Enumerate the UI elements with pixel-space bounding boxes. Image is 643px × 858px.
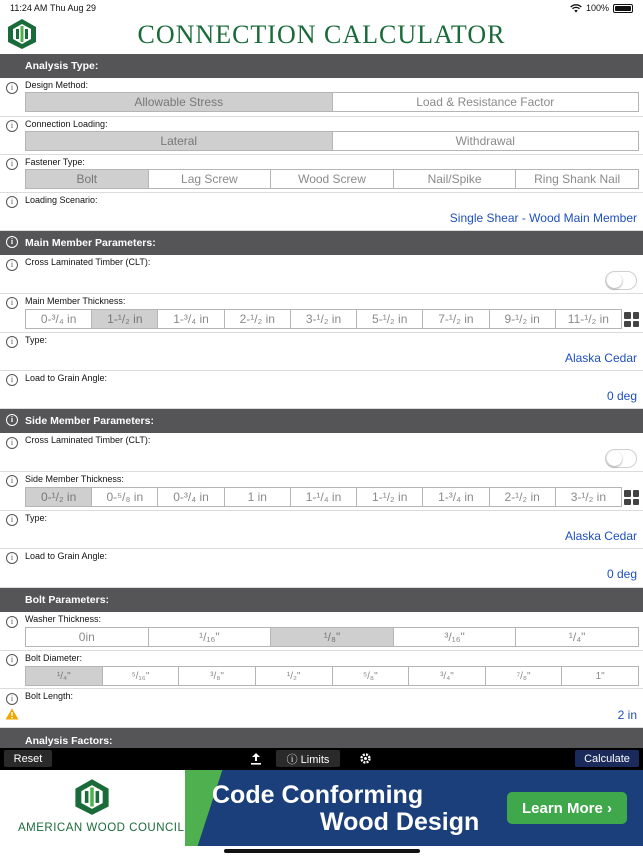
- segment-allowable-stress[interactable]: Allowable Stress: [26, 93, 333, 111]
- segment-ring-shank-nail[interactable]: Ring Shank Nail: [534, 172, 621, 186]
- segment-thickness[interactable]: 11-¹/₂ in: [567, 312, 609, 326]
- info-icon[interactable]: i: [6, 414, 18, 426]
- battery-percent: 100%: [585, 3, 609, 13]
- reset-button[interactable]: Reset: [4, 750, 52, 767]
- section-title: Side Member Parameters:: [25, 415, 154, 427]
- section-title: Bolt Parameters:: [25, 594, 110, 606]
- info-icon[interactable]: i: [6, 514, 18, 526]
- awc-banner[interactable]: [0, 770, 643, 846]
- row-bolt-length[interactable]: [0, 689, 643, 728]
- battery-icon: [613, 4, 633, 13]
- segment-thickness[interactable]: 1 in: [225, 488, 291, 506]
- segment-washer[interactable]: 0in: [26, 628, 149, 646]
- row-label: Cross Laminated Timber (CLT):: [25, 435, 151, 445]
- home-indicator[interactable]: [224, 849, 420, 853]
- banner-headline-1: Code Conforming: [212, 781, 424, 809]
- row-label: Bolt Length:: [25, 691, 74, 701]
- info-icon[interactable]: i: [6, 374, 18, 386]
- segment-bolt[interactable]: Bolt: [26, 170, 149, 188]
- main-angle-value[interactable]: 0 deg: [606, 389, 637, 403]
- row-side-clt: [0, 433, 643, 472]
- loading-scenario-value[interactable]: Single Shear - Wood Main Member: [449, 211, 637, 225]
- design-method-segmented: [25, 92, 639, 112]
- info-icon[interactable]: i: [6, 336, 18, 348]
- row-main-thickness: [0, 294, 643, 333]
- segment-diameter[interactable]: ³/₄": [409, 667, 486, 685]
- segment-washer[interactable]: ¹/₁₆": [149, 628, 272, 646]
- side-type-value[interactable]: Alaska Cedar: [564, 529, 637, 543]
- info-icon[interactable]: i: [6, 437, 18, 449]
- section-side-member: [0, 409, 643, 433]
- segment-thickness[interactable]: 3-¹/₂ in: [570, 490, 607, 504]
- row-label: Cross Laminated Timber (CLT):: [25, 257, 151, 267]
- segment-diameter[interactable]: ¹/₄": [26, 667, 103, 685]
- section-bolt: [0, 588, 643, 612]
- wifi-icon: [570, 4, 582, 13]
- segment-diameter[interactable]: ⁷/₈": [486, 667, 563, 685]
- section-analysis-factors: [0, 728, 643, 748]
- info-icon[interactable]: i: [6, 158, 18, 170]
- segment-washer[interactable]: ¹/₄": [568, 630, 586, 644]
- info-icon[interactable]: i: [6, 196, 18, 208]
- gear-icon[interactable]: [356, 750, 374, 767]
- toggle-knob: [607, 451, 622, 466]
- bottom-toolbar: [0, 748, 643, 770]
- segment-washer[interactable]: ¹/₈": [271, 628, 394, 646]
- segment-thickness[interactable]: 2-¹/₂ in: [490, 488, 556, 506]
- segment-thickness[interactable]: 3-¹/₂ in: [291, 310, 357, 328]
- banner-org-name: AMERICAN WOOD COUNCIL: [18, 822, 185, 834]
- row-connection-loading: [0, 117, 643, 155]
- segment-washer[interactable]: ³/₁₆": [394, 628, 517, 646]
- toggle-knob: [607, 273, 622, 288]
- section-title: Main Member Parameters:: [25, 237, 156, 249]
- main-clt-toggle[interactable]: [605, 271, 637, 290]
- info-icon[interactable]: i: [6, 693, 18, 705]
- segment-thickness[interactable]: 0-³/₄ in: [158, 488, 224, 506]
- fastener-type-segmented: [25, 169, 639, 189]
- grid-icon[interactable]: [624, 312, 639, 327]
- info-icon[interactable]: i: [6, 552, 18, 564]
- washer-thickness-segmented: [25, 627, 639, 647]
- app-header: [0, 14, 643, 54]
- side-thickness-segmented: [25, 487, 622, 507]
- row-label: Type:: [25, 513, 48, 523]
- section-title: Analysis Factors:: [25, 735, 113, 747]
- segment-thickness[interactable]: 0-¹/₂ in: [26, 488, 92, 506]
- section-analysis-type: [0, 54, 643, 78]
- segment-thickness[interactable]: 1-³/₄ in: [158, 310, 224, 328]
- side-clt-toggle[interactable]: [605, 449, 637, 468]
- bolt-length-value[interactable]: 2 in: [617, 708, 637, 722]
- row-fastener-type: [0, 155, 643, 193]
- info-icon[interactable]: i: [6, 654, 18, 666]
- row-label: Bolt Diameter:: [25, 653, 83, 663]
- info-icon[interactable]: i: [6, 120, 18, 132]
- row-label: Design Method:: [25, 80, 89, 90]
- row-side-angle[interactable]: [0, 549, 643, 588]
- learn-more-button[interactable]: Learn More ›: [507, 792, 627, 824]
- segment-thickness[interactable]: 2-¹/₂ in: [225, 310, 291, 328]
- segment-diameter[interactable]: 1": [595, 670, 605, 682]
- segment-withdrawal[interactable]: Withdrawal: [455, 134, 515, 148]
- row-bolt-diameter: [0, 651, 643, 689]
- row-side-type[interactable]: [0, 511, 643, 549]
- segment-wood-screw[interactable]: Wood Screw: [271, 170, 394, 188]
- segment-lateral[interactable]: Lateral: [26, 132, 333, 150]
- segment-diameter[interactable]: ⁵/₁₆": [103, 667, 180, 685]
- row-label: Fastener Type:: [25, 157, 85, 167]
- segment-thickness[interactable]: 5-¹/₂ in: [357, 310, 423, 328]
- warning-icon[interactable]: [5, 708, 19, 720]
- segment-nail-spike[interactable]: Nail/Spike: [394, 170, 517, 188]
- calculate-button[interactable]: Calculate: [575, 750, 639, 767]
- row-main-clt: [0, 255, 643, 294]
- segment-thickness[interactable]: 1-¹/₄ in: [291, 488, 357, 506]
- section-main-member: [0, 231, 643, 255]
- share-icon[interactable]: [247, 750, 265, 767]
- segment-diameter[interactable]: ³/₈": [179, 667, 256, 685]
- row-label: Type:: [25, 335, 48, 345]
- banner-headline-2: Wood Design: [320, 808, 480, 836]
- connection-loading-segmented: [25, 131, 639, 151]
- row-label: Side Member Thickness:: [25, 474, 124, 484]
- segment-diameter[interactable]: ⁵/₈": [333, 667, 410, 685]
- segment-thickness[interactable]: 7-¹/₂ in: [423, 310, 489, 328]
- segment-thickness[interactable]: 0-³/₄ in: [26, 310, 92, 328]
- info-icon[interactable]: i: [6, 616, 18, 628]
- row-label: Washer Thickness:: [25, 614, 102, 624]
- row-label: Main Member Thickness:: [25, 296, 126, 306]
- info-icon[interactable]: i: [6, 475, 18, 487]
- row-main-angle[interactable]: [0, 371, 643, 409]
- segment-thickness[interactable]: 1-¹/₂ in: [357, 488, 423, 506]
- row-loading-scenario[interactable]: [0, 193, 643, 231]
- limits-button[interactable]: ⓘ Limits: [276, 750, 340, 767]
- awc-logo-icon: [74, 778, 110, 816]
- status-right: [570, 3, 633, 13]
- segment-lag-screw[interactable]: Lag Screw: [149, 170, 272, 188]
- row-label: Connection Loading:: [25, 119, 108, 129]
- status-date: Thu Aug 29: [50, 3, 97, 13]
- segment-thickness[interactable]: 9-¹/₂ in: [490, 310, 556, 328]
- main-thickness-segmented: [25, 309, 622, 329]
- section-title: Analysis Type:: [25, 60, 99, 72]
- bolt-diameter-segmented: [25, 666, 639, 686]
- segment-thickness[interactable]: 1-¹/₂ in: [92, 310, 158, 328]
- row-design-method: [0, 78, 643, 117]
- row-label: Load to Grain Angle:: [25, 373, 108, 383]
- info-icon[interactable]: i: [6, 259, 18, 271]
- status-time: 11:24 AM: [10, 3, 48, 13]
- row-label: Load to Grain Angle:: [25, 551, 108, 561]
- side-angle-value[interactable]: 0 deg: [606, 567, 637, 581]
- row-side-thickness: [0, 472, 643, 511]
- row-washer: [0, 612, 643, 651]
- page-title: CONNECTION CALCULATOR: [137, 20, 506, 49]
- info-icon[interactable]: i: [6, 236, 18, 248]
- row-main-type[interactable]: [0, 333, 643, 371]
- segment-thickness[interactable]: 1-³/₄ in: [423, 488, 489, 506]
- info-icon[interactable]: i: [6, 297, 18, 309]
- segment-load-resistance-factor[interactable]: Load & Resistance Factor: [416, 95, 555, 109]
- main-type-value[interactable]: Alaska Cedar: [564, 351, 637, 365]
- segment-diameter[interactable]: ¹/₂": [256, 667, 333, 685]
- segment-thickness[interactable]: 0-⁵/₈ in: [92, 488, 158, 506]
- info-icon[interactable]: i: [6, 82, 18, 94]
- grid-icon[interactable]: [624, 490, 639, 505]
- row-label: Loading Scenario:: [25, 195, 98, 205]
